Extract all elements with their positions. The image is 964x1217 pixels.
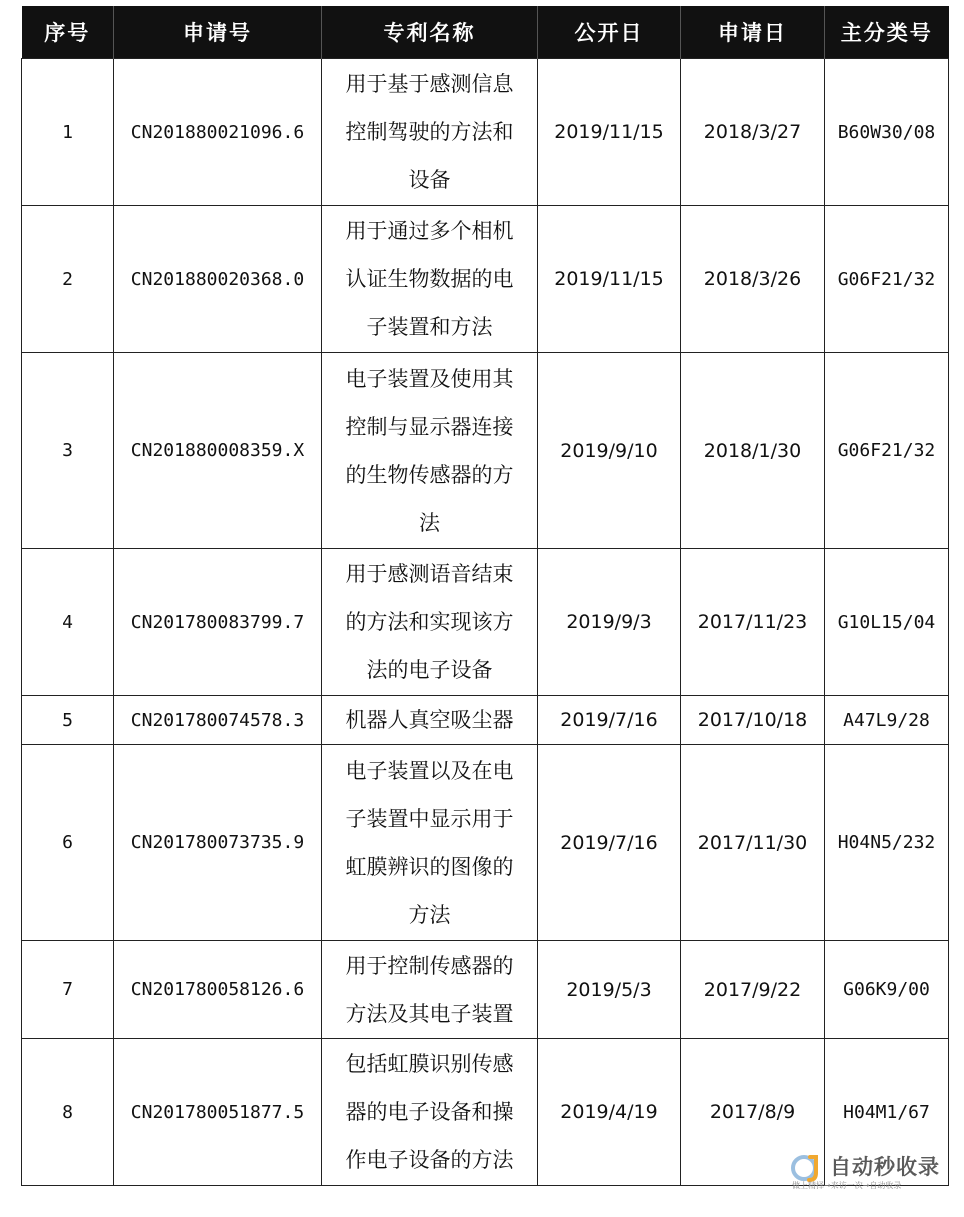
cell-application-no: CN201780051877.5 (114, 1039, 322, 1186)
patent-name-line: 方法 (408, 902, 451, 927)
cell-patent-name (322, 549, 538, 696)
cell-application-no: CN201780073735.9 (114, 745, 322, 941)
patent-name-line: 设备 (408, 168, 451, 192)
cell-index: 8 (22, 1039, 114, 1186)
watermark-logo-icon (790, 1153, 826, 1183)
cell-main-class: B60W30/08 (825, 59, 949, 206)
table-row (22, 696, 949, 745)
watermark-subtext: 做上精择→来访一次→自动收录 (792, 1181, 902, 1190)
header-main-class: 主分类号 (825, 6, 949, 59)
cell-publication-date: 2019/11/15 (538, 206, 681, 353)
watermark-text: 自动秒收录 (830, 1155, 940, 1179)
cell-index: 7 (22, 941, 114, 1039)
cell-index: 3 (22, 353, 114, 549)
patent-name-line: 控制驾驶的方法和 (345, 120, 514, 144)
patent-name-line: 电子装置以及在电 (345, 758, 514, 783)
patent-name-line: 用于基于感测信息 (345, 72, 514, 96)
cell-patent-name (322, 1039, 538, 1186)
table-row (22, 941, 949, 1039)
header-index: 序号 (22, 6, 114, 59)
table-header (22, 6, 949, 59)
cell-publication-date: 2019/5/3 (538, 941, 681, 1039)
table-row (22, 549, 949, 696)
cell-filing-date: 2018/1/30 (681, 353, 825, 549)
cell-main-class: G06F21/32 (825, 353, 949, 549)
header-patent-name: 专利名称 (322, 6, 538, 59)
cell-main-class: A47L9/28 (825, 696, 949, 745)
patent-name-line: 器的电子设备和操 (345, 1100, 514, 1124)
cell-main-class: H04M1/67 (825, 1039, 949, 1186)
cell-index: 6 (22, 745, 114, 941)
cell-index: 4 (22, 549, 114, 696)
patent-name-line: 用于控制传感器的 (345, 953, 514, 978)
cell-publication-date: 2019/7/16 (538, 745, 681, 941)
cell-application-no: CN201880008359.X (114, 353, 322, 549)
cell-main-class: G10L15/04 (825, 549, 949, 696)
cell-main-class: G06K9/00 (825, 941, 949, 1039)
cell-filing-date: 2017/8/9 (681, 1039, 825, 1186)
cell-patent-name (322, 353, 538, 549)
cell-index: 2 (22, 206, 114, 353)
patent-name-line: 法 (419, 510, 440, 535)
patent-name-line: 电子装置及使用其 (345, 366, 514, 391)
patent-name-line: 子装置中显示用于 (345, 806, 514, 831)
cell-patent-name (322, 941, 538, 1039)
patent-name-line: 机器人真空吸尘器 (345, 708, 514, 732)
cell-patent-name (322, 206, 538, 353)
cell-publication-date: 2019/9/3 (538, 549, 681, 696)
cell-application-no: CN201880021096.6 (114, 59, 322, 206)
watermark (788, 1151, 948, 1195)
patent-name-line: 法的电子设备 (366, 658, 493, 682)
cell-filing-date: 2017/11/23 (681, 549, 825, 696)
cell-publication-date: 2019/7/16 (538, 696, 681, 745)
patent-name-line: 用于通过多个相机 (345, 219, 514, 243)
cell-filing-date: 2018/3/26 (681, 206, 825, 353)
patent-name-line: 作电子设备的方法 (345, 1148, 514, 1172)
patent-name-line: 控制与显示器连接 (345, 414, 514, 439)
cell-patent-name (322, 745, 538, 941)
table-body (22, 59, 949, 1186)
cell-publication-date: 2019/11/15 (538, 59, 681, 206)
cell-filing-date: 2018/3/27 (681, 59, 825, 206)
cell-index: 5 (22, 696, 114, 745)
patent-name-line: 虹膜辨识的图像的 (345, 854, 514, 879)
cell-patent-name (322, 696, 538, 745)
patent-name-line: 的方法和实现该方 (345, 610, 514, 634)
cell-application-no: CN201780058126.6 (114, 941, 322, 1039)
cell-application-no: CN201880020368.0 (114, 206, 322, 353)
cell-patent-name (322, 59, 538, 206)
cell-filing-date: 2017/9/22 (681, 941, 825, 1039)
cell-application-no: CN201780083799.7 (114, 549, 322, 696)
cell-publication-date: 2019/9/10 (538, 353, 681, 549)
header-filing-date: 申请日 (681, 6, 825, 59)
cell-main-class: H04N5/232 (825, 745, 949, 941)
table-row (22, 206, 949, 353)
patent-name-line: 用于感测语音结束 (345, 562, 514, 586)
cell-filing-date: 2017/11/30 (681, 745, 825, 941)
cell-main-class: G06F21/32 (825, 206, 949, 353)
cell-index: 1 (22, 59, 114, 206)
header-publication-date: 公开日 (538, 6, 681, 59)
patent-name-line: 包括虹膜识别传感 (345, 1052, 514, 1076)
patent-name-line: 子装置和方法 (366, 315, 493, 339)
patent-name-line: 方法及其电子装置 (345, 1001, 514, 1026)
cell-filing-date: 2017/10/18 (681, 696, 825, 745)
cell-publication-date: 2019/4/19 (538, 1039, 681, 1186)
table-row (22, 353, 949, 549)
cell-application-no: CN201780074578.3 (114, 696, 322, 745)
patent-table (21, 6, 949, 1186)
header-application-no: 申请号 (114, 6, 322, 59)
table-row (22, 745, 949, 941)
patent-name-line: 认证生物数据的电 (345, 267, 514, 291)
header-row (22, 6, 949, 59)
table-row (22, 59, 949, 206)
patent-name-line: 的生物传感器的方 (345, 462, 514, 487)
